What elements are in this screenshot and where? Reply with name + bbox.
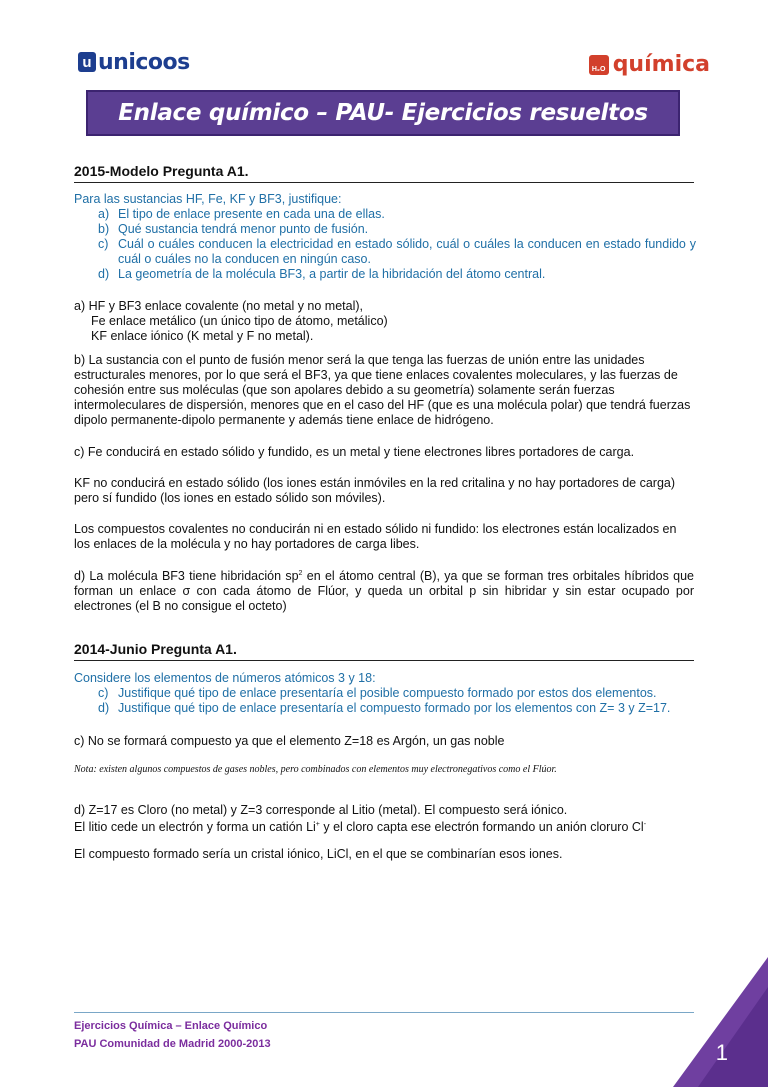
unicoos-logo-text: unicoos: [98, 49, 190, 75]
question-item: b) Qué sustancia tendrá menor punto de fusión.: [98, 222, 369, 236]
quimica-logo-text: química: [612, 52, 710, 77]
unicoos-logo-mark: u: [78, 52, 96, 72]
question-item: a) El tipo de enlace presente en cada una de ellas.: [98, 207, 385, 221]
corner-decoration-inner: [698, 987, 768, 1087]
section2-rule: [74, 660, 694, 661]
answer-d3: El compuesto formado sería un cristal iónico, LiCl, en el que se combinarían esos iones.: [74, 847, 563, 861]
section1-questions: [74, 192, 696, 282]
title-banner: [86, 90, 680, 136]
question-item: c) Justifique qué tipo de enlace presentaría el posible compuesto formado por estos dos elementos.: [98, 686, 657, 700]
unicoos-logo: [78, 50, 190, 74]
h2o-icon: H₂O: [589, 55, 609, 75]
footer-line2: PAU Comunidad de Madrid 2000-2013: [74, 1038, 271, 1050]
question-item: d) Justifique qué tipo de enlace presentaría el compuesto formado por los elementos con Z= 3 y Z=17.: [98, 701, 671, 715]
section1-title: 2015-Modelo Pregunta A1.: [74, 163, 249, 179]
answer-c1: c) Fe conducirá en estado sólido y fundido, es un metal y tiene electrones libres portadores de carga.: [74, 445, 635, 459]
answer-c3: Los compuestos covalentes no conducirán ni en estado sólido ni fundido: los electrones están localizados en los enlaces de la molécula y no hay portadores de carga libes.: [74, 522, 677, 551]
footer-rule: [74, 1012, 694, 1013]
quimica-logo: [589, 52, 710, 77]
footer-line1: Ejercicios Química – Enlace Químico: [74, 1020, 268, 1032]
page-number: 1: [715, 1040, 728, 1065]
question-item: d) La geometría de la molécula BF3, a partir de la hibridación del átomo central.: [98, 267, 546, 281]
page-title: Enlace químico – PAU- Ejercicios resueltos: [118, 100, 648, 126]
answer-c: c) No se formará compuesto ya que el elemento Z=18 es Argón, un gas noble: [74, 734, 505, 748]
section1-intro: Para las sustancias HF, Fe, KF y BF3, justifique:: [74, 192, 342, 206]
section2-questions: [74, 671, 714, 716]
answer-d1: d) Z=17 es Cloro (no metal) y Z=3 corresponde al Litio (metal). El compuesto será iónico.: [74, 803, 568, 817]
answer-a: a) HF y BF3 enlace covalente (no metal y no metal), Fe enlace metálico (un único tipo de átomo, metálico) KF enlace iónico (K metal y F no metal).: [74, 299, 388, 343]
section1-rule: [74, 182, 694, 183]
question-item: c) Cuál o cuáles conducen la electricidad en estado sólido, cuál o cuáles la conducen en estado fundido y cuál o cuáles no la conducen en ningún caso.: [98, 237, 696, 266]
answer-d: d) La molécula BF3 tiene hibridación $sp^2$ en el átomo central (B), ya que se forman tres orbitales híbridos que forman un enlace σ con cada átomo de Flúor, y queda un orbital p sin hibridar y sin estar ocupado por electrones (el B no consigue el octeto): [74, 569, 694, 614]
answer-c2: KF no conducirá en estado sólido (los iones están inmóviles en la red critalina y no hay portadores de carga) pero sí fundido (los iones en estado sólido son móviles).: [74, 476, 676, 505]
answer-b: b) La sustancia con el punto de fusión menor será la que tenga las fuerzas de unión entre las unidades estructurales menores, por lo que será el BF3, ya que tiene enlaces covalentes moleculares, y las fuerzas de cohesión entre sus moléculas (que son apolares debido a su geometría) solamente serán fuerzas intermoleculares de dispersión, menores que en el caso del HF (que es una molécula polar) que tendrá fuerzas dipolo permanente-dipolo permanente y además tiene enlace de hidrógeno.: [74, 353, 691, 427]
section2-intro: Considere los elementos de números atómicos 3 y 18:: [74, 671, 376, 685]
note: Nota: existen algunos compuestos de gases nobles, pero combinados con elementos muy electronegativos como el Flúor.: [74, 764, 557, 775]
answer-d2: El litio cede un electrón y forma un catión Li+ y el cloro capta ese electrón formando un anión cloruro Cl-: [74, 820, 647, 835]
section2-title: 2014-Junio Pregunta A1.: [74, 641, 237, 657]
